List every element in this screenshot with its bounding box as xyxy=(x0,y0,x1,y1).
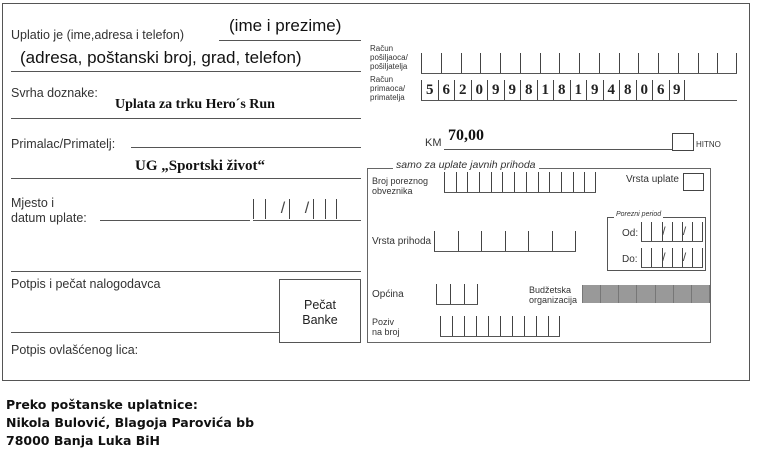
footer-line-1: Preko poštanske uplatnice: xyxy=(6,397,198,412)
period-from-field[interactable] xyxy=(641,222,703,241)
input-cell xyxy=(638,53,658,73)
date-field[interactable] xyxy=(253,199,337,219)
from-label: Od: xyxy=(622,228,639,239)
input-cell xyxy=(672,248,687,267)
input-cell xyxy=(698,53,718,73)
input-cell xyxy=(480,53,500,73)
date-base-line xyxy=(253,220,361,221)
separator-slash: / xyxy=(682,224,687,238)
input-cell xyxy=(561,172,573,192)
input-cell xyxy=(584,172,596,192)
urgent-label: HITNO xyxy=(696,140,721,149)
authorized-signature-label: Potpis ovlašćenog lica: xyxy=(11,343,139,357)
budget-org-cell xyxy=(655,285,673,303)
date-cell xyxy=(265,199,277,219)
amount-field[interactable]: 70,00 xyxy=(448,127,484,144)
payer-signature-label: Potpis i pečat nalogodavca xyxy=(11,277,161,291)
separator-line xyxy=(11,271,361,272)
input-cell xyxy=(579,53,599,73)
recipient-field[interactable]: UG „Sportski život“ xyxy=(135,158,266,174)
input-cell xyxy=(456,172,468,192)
purpose-line xyxy=(11,118,361,119)
recipient-account-field[interactable] xyxy=(421,80,685,100)
input-cell xyxy=(421,53,441,73)
recipient-line-1 xyxy=(131,147,361,148)
amount-line xyxy=(444,149,672,150)
input-cell xyxy=(717,53,737,73)
tax-id-label: Broj poreznog obveznika xyxy=(372,176,429,196)
currency-label: KM xyxy=(425,137,442,149)
account-digit: 1 xyxy=(570,80,587,100)
date-cell xyxy=(325,199,337,219)
input-cell xyxy=(538,172,550,192)
payer-label: Uplatio je (ime,adresa i telefon) xyxy=(11,28,184,42)
period-to-field[interactable] xyxy=(641,248,703,267)
revenue-type-field[interactable] xyxy=(434,231,576,251)
input-cell xyxy=(467,172,479,192)
municipality-base xyxy=(436,304,478,305)
payer-address-line xyxy=(11,71,361,72)
revenue-type-label: Vrsta prihoda xyxy=(372,236,432,247)
input-cell xyxy=(651,248,666,267)
input-cell xyxy=(559,53,579,73)
input-cell xyxy=(488,316,500,336)
account-digit: 8 xyxy=(619,80,636,100)
input-cell xyxy=(599,53,619,73)
to-base xyxy=(641,267,703,268)
tax-period-title: Porezni period xyxy=(616,211,662,218)
separator-slash: / xyxy=(662,224,666,238)
input-cell xyxy=(502,172,514,192)
budget-org-label: Budžetska organizacija xyxy=(529,285,578,305)
input-cell xyxy=(619,53,639,73)
account-digit: 9 xyxy=(504,80,521,100)
budget-org-cell xyxy=(636,285,654,303)
account-digit: 8 xyxy=(553,80,570,100)
bank-stamp-box xyxy=(279,279,361,343)
date-cell xyxy=(313,199,325,219)
input-cell xyxy=(548,316,560,336)
input-cell xyxy=(505,231,529,251)
from-base xyxy=(641,241,703,242)
date-cell xyxy=(289,199,301,219)
payment-type-field[interactable] xyxy=(683,173,704,191)
input-cell xyxy=(436,284,450,304)
payer-name-line xyxy=(219,40,361,41)
input-cell xyxy=(514,172,526,192)
purpose-label: Svrha doznake: xyxy=(11,86,98,100)
reference-label: Poziv na broj xyxy=(372,317,400,337)
recipient-label: Primalac/Primatelj: xyxy=(11,137,116,151)
date-separator: / xyxy=(280,200,286,217)
payer-name-field[interactable]: (ime i prezime) xyxy=(229,16,342,35)
input-cell xyxy=(461,53,481,73)
input-cell xyxy=(464,284,478,304)
bank-stamp-label-1: Pečat xyxy=(304,298,336,312)
purpose-field[interactable]: Uplata za trku Hero´s Run xyxy=(115,97,275,112)
input-cell xyxy=(520,53,540,73)
account-digit: 4 xyxy=(603,80,620,100)
tax-id-field[interactable] xyxy=(444,172,596,192)
input-cell xyxy=(464,316,476,336)
input-cell xyxy=(528,231,552,251)
input-cell xyxy=(450,284,464,304)
account-digit: 0 xyxy=(636,80,653,100)
input-cell xyxy=(641,222,651,241)
account-digit: 9 xyxy=(586,80,603,100)
account-digit: 9 xyxy=(487,80,504,100)
account-digit: 6 xyxy=(652,80,669,100)
account-digit: 9 xyxy=(669,80,686,100)
revenue-type-base xyxy=(434,251,576,252)
budget-org-cell xyxy=(691,285,710,303)
input-cell xyxy=(524,316,536,336)
sender-account-label: Račun pošiljaoca/ pošiljatelja xyxy=(370,44,408,71)
sender-account-base xyxy=(421,73,737,74)
date-separator: / xyxy=(304,200,310,217)
place-field-line[interactable] xyxy=(100,220,250,221)
input-cell xyxy=(491,172,503,192)
input-cell xyxy=(476,316,488,336)
input-cell xyxy=(458,231,482,251)
municipality-label: Općina xyxy=(372,289,404,300)
recipient-account-base xyxy=(421,100,737,101)
input-cell xyxy=(500,53,520,73)
account-digit: 8 xyxy=(520,80,537,100)
input-cell xyxy=(651,222,666,241)
budget-org-cell xyxy=(600,285,618,303)
input-cell xyxy=(440,316,452,336)
recipient-line-2 xyxy=(11,178,361,179)
input-cell xyxy=(552,231,576,251)
recipient-account-label: Račun primaoca/ primatelja xyxy=(370,75,406,102)
input-cell xyxy=(540,53,560,73)
urgent-checkbox[interactable] xyxy=(672,133,694,151)
tax-id-base xyxy=(444,192,596,193)
payer-signature-line[interactable] xyxy=(11,332,279,333)
municipality-field[interactable] xyxy=(436,284,478,304)
input-cell xyxy=(481,231,505,251)
input-cell xyxy=(512,316,524,336)
input-cell xyxy=(500,316,512,336)
input-cell xyxy=(536,316,548,336)
sender-account-field[interactable] xyxy=(421,53,737,73)
footer-line-3: 78000 Banja Luka BiH xyxy=(6,433,161,448)
reference-base xyxy=(440,336,560,337)
account-digit: 6 xyxy=(438,80,455,100)
reference-field[interactable] xyxy=(440,316,560,336)
separator-slash: / xyxy=(662,250,666,264)
place-date-label-1: Mjesto i xyxy=(11,196,55,210)
input-cell xyxy=(526,172,538,192)
separator-slash: / xyxy=(682,250,687,264)
input-cell xyxy=(641,248,651,267)
date-cell xyxy=(253,199,265,219)
input-cell xyxy=(658,53,678,73)
account-digit: 0 xyxy=(471,80,488,100)
bank-stamp-label-2: Banke xyxy=(302,313,338,327)
budget-org-cell xyxy=(618,285,636,303)
public-revenue-title: samo za uplate javnih prihoda xyxy=(393,159,539,171)
payment-type-label: Vrsta uplate xyxy=(626,174,679,185)
input-cell xyxy=(573,172,585,192)
input-cell xyxy=(692,248,702,267)
budget-org-field xyxy=(582,285,710,303)
input-cell xyxy=(479,172,491,192)
account-digit: 1 xyxy=(537,80,554,100)
input-cell xyxy=(452,316,464,336)
input-cell xyxy=(672,222,687,241)
input-cell xyxy=(441,53,461,73)
account-digit: 5 xyxy=(421,80,438,100)
input-cell xyxy=(692,222,702,241)
payer-address-field[interactable]: (adresa, poštanski broj, grad, telefon) xyxy=(20,48,302,67)
account-digit: 2 xyxy=(454,80,471,100)
footer-line-2: Nikola Bulović, Blagoja Parovića bb xyxy=(6,415,255,430)
input-cell xyxy=(434,231,458,251)
budget-org-cell xyxy=(582,285,600,303)
input-cell xyxy=(549,172,561,192)
budget-org-cell xyxy=(673,285,691,303)
place-date-label-2: datum uplate: xyxy=(11,211,87,225)
input-cell xyxy=(444,172,456,192)
input-cell xyxy=(678,53,698,73)
to-label: Do: xyxy=(622,254,638,265)
